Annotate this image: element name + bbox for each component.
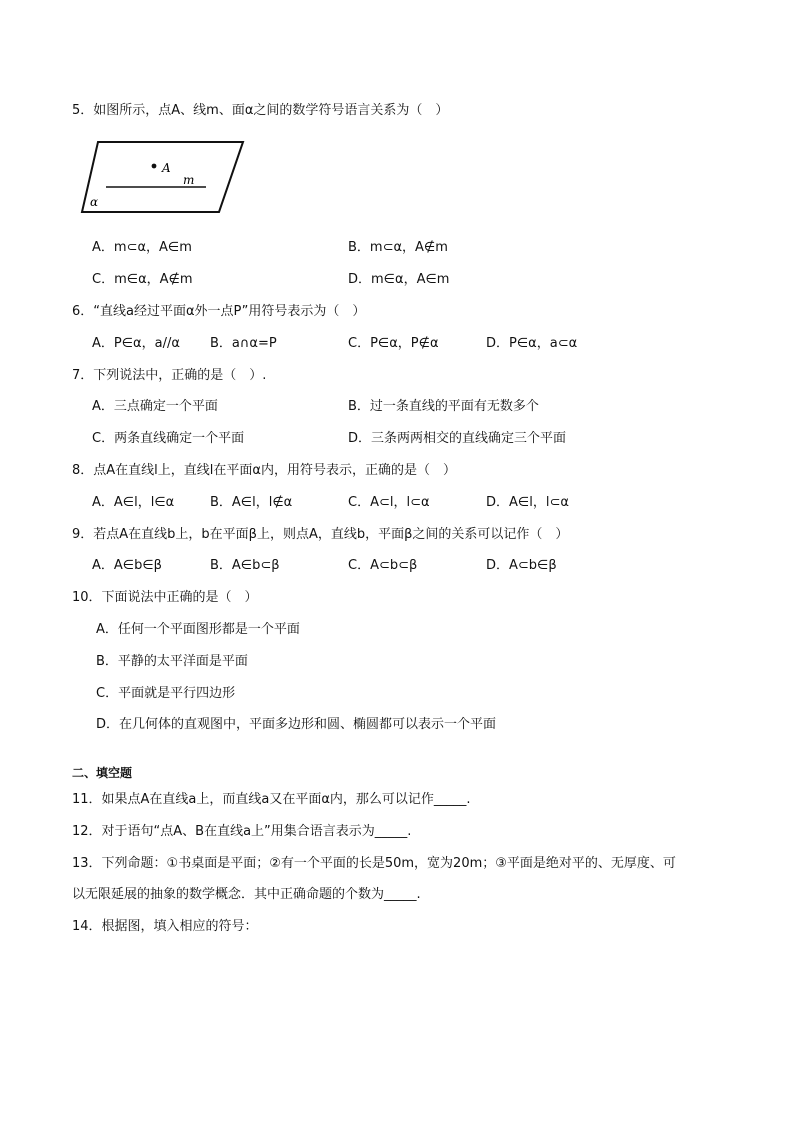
q7-stem: 7．下列说法中，正确的是（ ）.	[72, 368, 267, 383]
q10-option-d[interactable]: D．在几何体的直观图中，平面多边形和圆、椭圆都可以表示一个平面	[96, 717, 497, 732]
q7-option-c[interactable]: C．两条直线确定一个平面	[92, 431, 245, 446]
q9-option-d[interactable]: D．A⊂b∈β	[486, 558, 557, 573]
q8-option-a[interactable]: A．A∈l，l∈α	[92, 495, 175, 510]
q10-option-b[interactable]: B．平静的太平洋面是平面	[96, 654, 248, 669]
q8-option-d[interactable]: D．A∈l，l⊂α	[486, 495, 569, 510]
q8-stem: 8．点A在直线l上，直线l在平面α内，用符号表示，正确的是（ ）	[72, 463, 456, 478]
q11-stem: 11．如果点A在直线a上，而直线a又在平面α内，那么可以记作_____.	[72, 792, 471, 807]
q12-stem: 12．对于语句“点A、B在直线a上”用集合语言表示为_____.	[72, 824, 412, 839]
q8-option-b[interactable]: B．A∈l，l∉α	[210, 495, 293, 510]
q6-option-a[interactable]: A．P∈α，a//α	[92, 336, 180, 351]
q13-stem-line1: 13．下列命题：①书桌面是平面；②有一个平面的长是50m，宽为20m；③平面是绝对平的、无厚度、可	[72, 856, 676, 871]
q6-option-d[interactable]: D．P∈α，a⊂α	[486, 336, 578, 351]
point-a	[152, 164, 157, 169]
q5-stem: 5．如图所示，点A、线m、面α之间的数学符号语言关系为（ ）	[72, 103, 449, 118]
q5-option-c[interactable]: C．m∈α，A∉m	[92, 272, 193, 287]
q9-stem: 9．若点A在直线b上，b在平面β上，则点A，直线b，平面β之间的关系可以记作（ ）	[72, 527, 569, 542]
section-title-fill-in: 二、填空题	[72, 766, 133, 780]
q5-option-a[interactable]: A．m⊂α，A∈m	[92, 240, 192, 255]
q8-option-c[interactable]: C．A⊂l，l⊂α	[348, 495, 430, 510]
q6-option-b[interactable]: B．a∩α=P	[210, 336, 277, 351]
q5-option-d[interactable]: D．m∈α，A∈m	[348, 272, 450, 287]
line-m-label: m	[183, 173, 195, 187]
plane-figure	[76, 138, 246, 218]
q6-option-c[interactable]: C．P∈α，P∉α	[348, 336, 439, 351]
q9-option-b[interactable]: B．A∈b⊂β	[210, 558, 280, 573]
q9-option-c[interactable]: C．A⊂b⊂β	[348, 558, 418, 573]
q7-option-b[interactable]: B．过一条直线的平面有无数多个	[348, 399, 539, 414]
q5-option-b[interactable]: B．m⊂α，A∉m	[348, 240, 448, 255]
plane-alpha-label: α	[90, 195, 99, 209]
q10-option-c[interactable]: C．平面就是平行四边形	[96, 686, 236, 701]
q14-stem: 14．根据图，填入相应的符号：	[72, 919, 258, 934]
q7-option-a[interactable]: A．三点确定一个平面	[92, 399, 218, 414]
q9-option-a[interactable]: A．A∈b∈β	[92, 558, 162, 573]
point-a-label: A	[162, 161, 171, 175]
q6-stem: 6．“直线a经过平面α外一点P”用符号表示为（ ）	[72, 304, 366, 319]
q10-stem: 10．下面说法中正确的是（ ）	[72, 590, 258, 605]
plane-alpha-outline	[82, 142, 243, 212]
q13-stem-line2: 以无限延展的抽象的数学概念．其中正确命题的个数为_____.	[72, 887, 421, 902]
q10-option-a[interactable]: A．任何一个平面图形都是一个平面	[96, 622, 300, 637]
q7-option-d[interactable]: D．三条两两相交的直线确定三个平面	[348, 431, 567, 446]
